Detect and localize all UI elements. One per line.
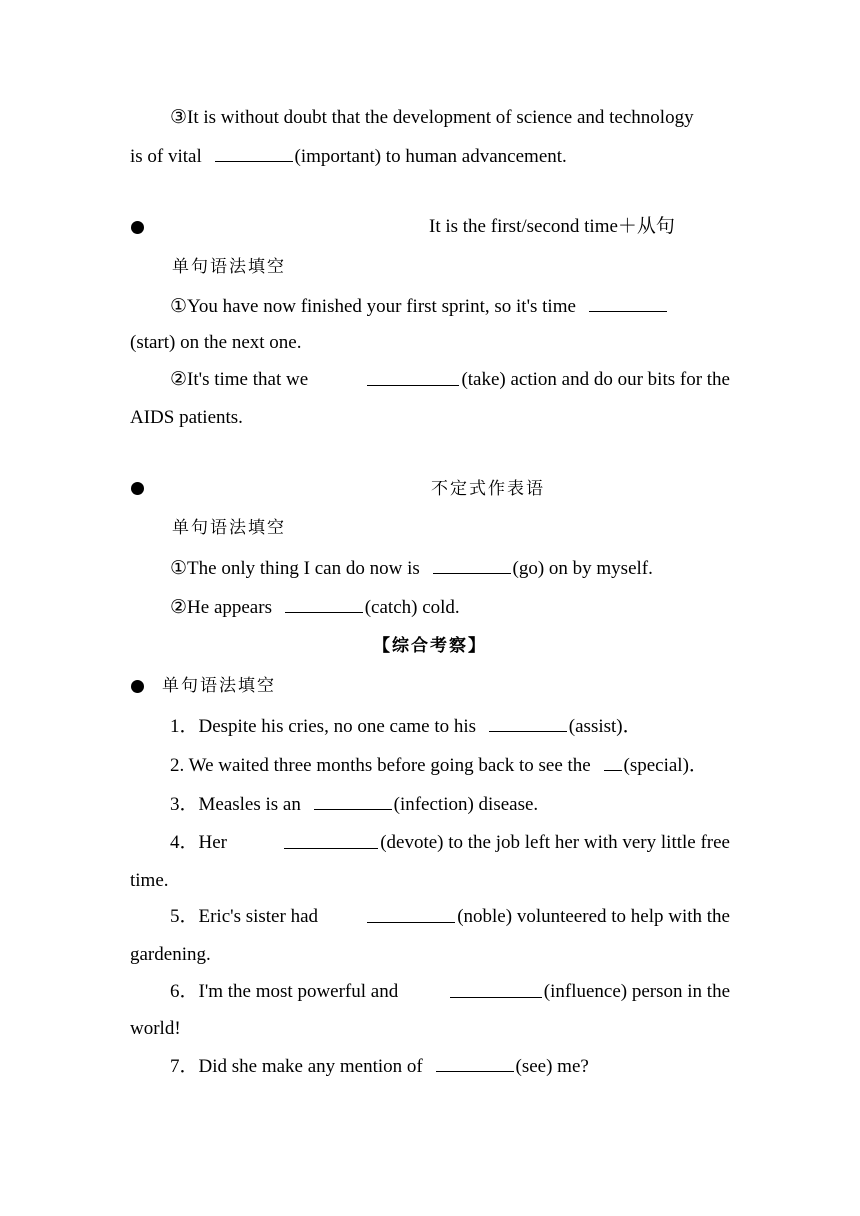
answer-blank[interactable]	[604, 753, 622, 771]
answer-blank[interactable]	[450, 980, 542, 998]
answer-blank[interactable]	[436, 1054, 514, 1072]
question-item	[170, 714, 642, 739]
question-prefix: is of vital	[130, 146, 202, 167]
answer-blank[interactable]	[367, 368, 459, 386]
question-item	[170, 792, 538, 817]
answer-blank[interactable]	[489, 714, 567, 732]
question-prefix: ①The only thing I can do now is	[170, 558, 420, 579]
question-prefix: 7．Did she make any mention of	[170, 1056, 423, 1077]
question-suffix: (catch) cold.	[364, 597, 460, 618]
question-prefix: ②It's time that we	[170, 369, 309, 390]
bullet-icon	[131, 221, 144, 234]
question-text	[170, 595, 460, 620]
question-item	[170, 753, 708, 778]
question-suffix: (special)．	[623, 755, 708, 776]
question-prefix: 1．Despite his cries, no one came to his	[170, 716, 477, 737]
question-suffix: (go) on by myself.	[512, 558, 653, 579]
section-title: 【综合考察】	[373, 636, 487, 656]
question-item: time.	[130, 870, 169, 891]
question-prefix: ①You have now finished your first sprint, so it's time	[170, 296, 576, 317]
question-text	[170, 556, 653, 581]
question-prefix: 3．Measles is an	[170, 794, 301, 815]
question-suffix: (assist)．	[568, 716, 642, 737]
section-heading: 不定式作表语	[431, 479, 545, 499]
question-suffix: (noble) volunteered to help with the	[457, 906, 730, 927]
question-suffix: (devote) to the job left her with very little free	[380, 832, 730, 853]
question-suffix: (influence) person in the	[543, 981, 730, 1002]
answer-blank[interactable]	[367, 905, 455, 923]
section-heading: It is the first/second time＋从句	[429, 216, 675, 237]
question-prefix: 6．I'm the most powerful and	[170, 981, 399, 1002]
answer-blank[interactable]	[284, 831, 378, 849]
question-prefix: 2. We waited three months before going back to see the	[170, 755, 591, 776]
exercise-label: 单句语法填空	[162, 676, 276, 696]
answer-blank[interactable]	[215, 144, 293, 162]
question-text	[130, 144, 567, 169]
question-item	[170, 980, 730, 1004]
question-suffix: (take) action and do our bits for the	[461, 369, 730, 390]
answer-blank[interactable]	[433, 556, 511, 574]
question-text: AIDS patients.	[130, 407, 243, 428]
answer-blank[interactable]	[589, 294, 667, 312]
question-item	[170, 831, 730, 855]
question-prefix: 4．Her	[170, 832, 227, 853]
question-text	[170, 294, 669, 319]
question-text: ③It is without doubt that the development of science and technology	[170, 107, 694, 128]
question-text	[170, 368, 730, 392]
question-item: world!	[130, 1018, 181, 1039]
question-item: gardening.	[130, 944, 211, 965]
question-text: (start) on the next one.	[130, 332, 302, 353]
exercise-label: 单句语法填空	[172, 518, 286, 538]
question-prefix: 5．Eric's sister had	[170, 906, 319, 927]
exercise-label: 单句语法填空	[172, 257, 286, 277]
question-suffix: (important) to human advancement.	[294, 146, 567, 167]
question-suffix: (see) me?	[515, 1056, 589, 1077]
answer-blank[interactable]	[285, 595, 363, 613]
question-suffix: (infection) disease.	[393, 794, 539, 815]
question-prefix: ②He appears	[170, 597, 272, 618]
question-item	[170, 905, 730, 929]
question-item	[170, 1054, 589, 1079]
bullet-icon	[131, 680, 144, 693]
bullet-icon	[131, 482, 144, 495]
answer-blank[interactable]	[314, 792, 392, 810]
